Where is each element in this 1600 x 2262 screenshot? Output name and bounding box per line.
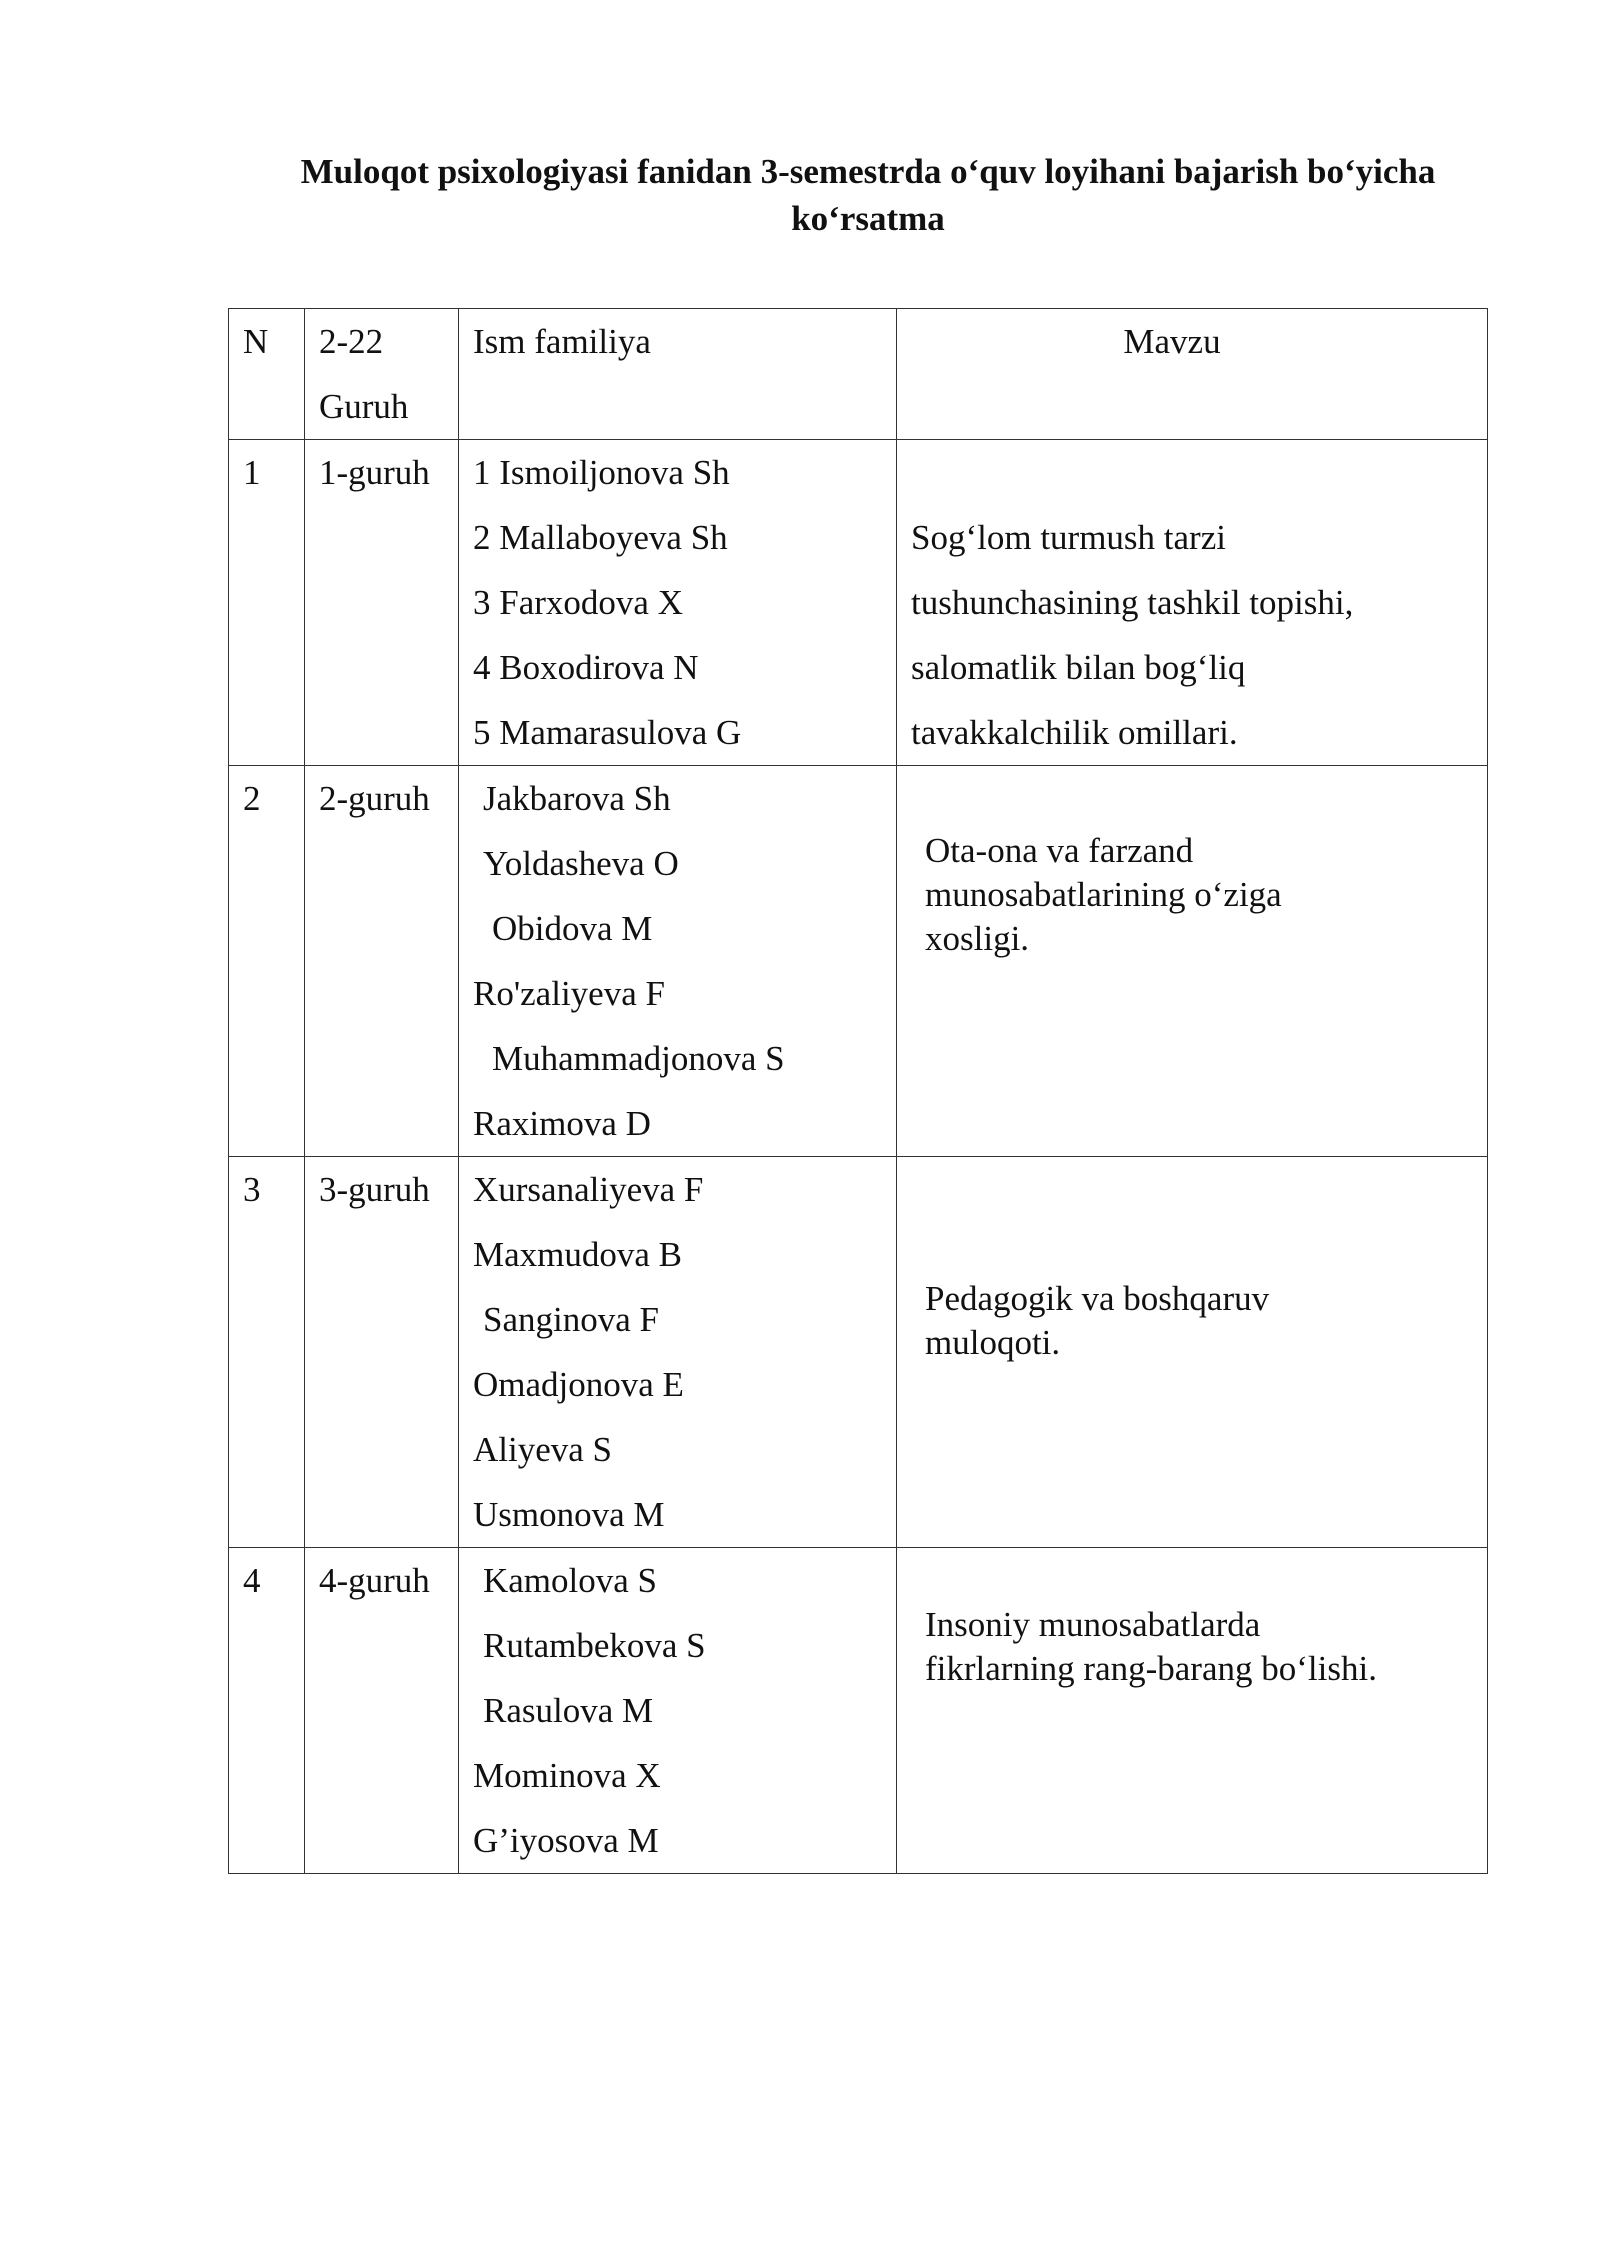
row-number-cell [229, 1157, 305, 1548]
topic-line: Sog‘lom turmush tarzi [911, 518, 1226, 557]
header-cell-group [305, 309, 459, 440]
student-name: Rasulova M [483, 1691, 654, 1730]
topic-line: tavakkalchilik omillari. [911, 713, 1238, 752]
student-name: Maxmudova B [473, 1235, 683, 1274]
student-name: Jakbarova Sh [483, 779, 671, 818]
table-row [229, 1548, 1488, 1874]
student-name: Sanginova F [483, 1300, 659, 1339]
student-name: 4 Boxodirova N [473, 648, 699, 687]
topic-line: Ota-ona va farzand [925, 831, 1194, 870]
group-topics-table [228, 308, 1488, 1874]
topic-cell [897, 1157, 1488, 1548]
topic-line: salomatlik bilan bog‘liq [911, 648, 1246, 687]
student-name: 1 Ismoiljonova Sh [473, 453, 730, 492]
group-label: 1-guruh [319, 453, 430, 492]
header-cell-names [459, 309, 897, 440]
student-name: 3 Farxodova X [473, 583, 683, 622]
topic-cell [897, 766, 1488, 1157]
table-header-row [229, 309, 1488, 440]
student-name: Kamolova S [483, 1561, 658, 1600]
student-name: 5 Mamarasulova G [473, 713, 742, 752]
topic-line: Insoniy munosabatlarda [925, 1605, 1261, 1644]
document-title-line-1: Muloqot psixologiyasi fanidan 3-semestrda o‘quv loyihani bajarish bo‘yicha [300, 152, 1436, 191]
student-name: G’iyosova M [473, 1821, 659, 1860]
header-n-label: N [243, 322, 269, 361]
student-name: Mominova X [473, 1756, 661, 1795]
names-cell [459, 1548, 897, 1874]
table-row [229, 440, 1488, 766]
row-number: 4 [243, 1561, 261, 1600]
student-name: Ro'zaliyeva F [473, 974, 665, 1013]
table-row [229, 1157, 1488, 1548]
student-name: Aliyeva S [473, 1430, 613, 1469]
student-name: Obidova M [492, 909, 653, 948]
group-cell [305, 1548, 459, 1874]
topic-line: fikrlarning rang-barang bo‘lishi. [925, 1649, 1377, 1688]
topic-cell [897, 1548, 1488, 1874]
document-title-line-2: ko‘rsatma [791, 199, 945, 238]
header-cell-topic [897, 309, 1488, 440]
row-number-cell [229, 440, 305, 766]
topic-line: muloqoti. [925, 1323, 1061, 1362]
document-title [236, 148, 1500, 242]
group-cell [305, 766, 459, 1157]
topic-line: Pedagogik va boshqaruv [925, 1279, 1270, 1318]
student-name: Yoldasheva O [483, 844, 679, 883]
row-number-cell [229, 1548, 305, 1874]
header-group-label-line-2: Guruh [319, 387, 409, 426]
table-row [229, 766, 1488, 1157]
header-names-label: Ism familiya [473, 322, 651, 361]
topic-cell [897, 440, 1488, 766]
student-name: Xursanaliyeva F [473, 1170, 704, 1209]
student-name: Rutambekova S [483, 1626, 706, 1665]
student-name: Raximova D [473, 1104, 651, 1143]
student-name: Omadjonova E [473, 1365, 684, 1404]
group-label: 4-guruh [319, 1561, 430, 1600]
row-number: 1 [243, 453, 261, 492]
topic-line: tushunchasining tashkil topishi, [911, 583, 1354, 622]
header-topic-label: Mavzu [1123, 322, 1221, 361]
group-label: 3-guruh [319, 1170, 430, 1209]
names-cell [459, 1157, 897, 1548]
topic-line: munosabatlarining o‘ziga [925, 875, 1282, 914]
student-name: 2 Mallaboyeva Sh [473, 518, 728, 557]
row-number-cell [229, 766, 305, 1157]
row-number: 3 [243, 1170, 261, 1209]
header-cell-n [229, 309, 305, 440]
group-label: 2-guruh [319, 779, 430, 818]
names-cell [459, 766, 897, 1157]
student-name: Muhammadjonova S [492, 1039, 785, 1078]
group-cell [305, 440, 459, 766]
header-group-label-line-1: 2-22 [319, 322, 384, 361]
student-name: Usmonova M [473, 1495, 665, 1534]
topic-line: xosligi. [925, 919, 1030, 958]
group-cell [305, 1157, 459, 1548]
names-cell [459, 440, 897, 766]
row-number: 2 [243, 779, 261, 818]
